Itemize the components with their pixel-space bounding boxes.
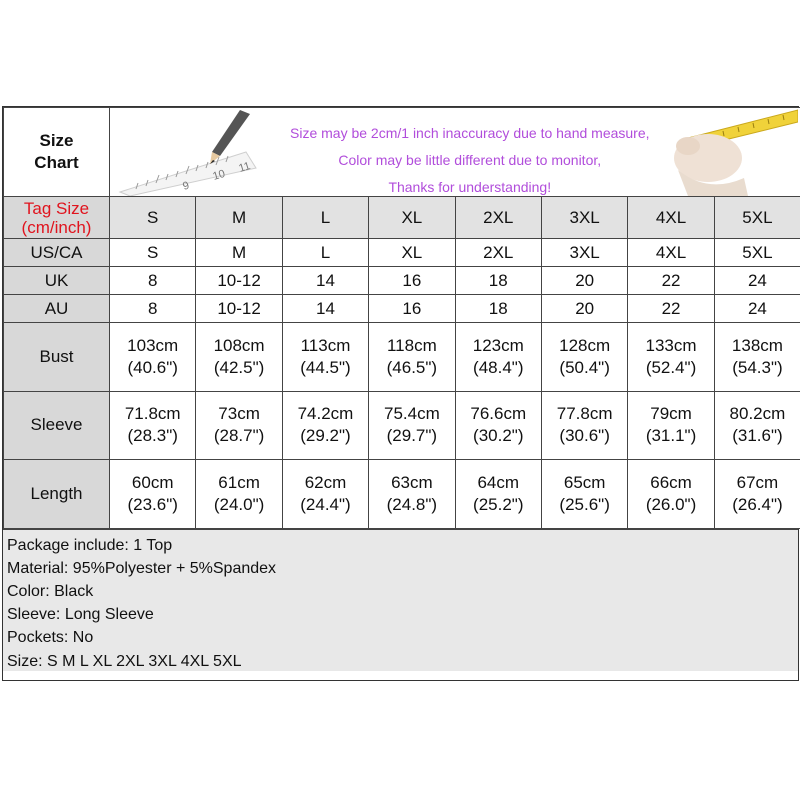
package-line: Package include: 1 Top — [7, 536, 173, 554]
size-value-cell: 24 — [714, 267, 800, 295]
measurement-cell: 63cm (24.8") — [369, 460, 455, 529]
size-value-cell: M — [196, 197, 282, 239]
measurement-cell: 60cm (23.6") — [110, 460, 196, 529]
measurement-cell: 65cm (25.6") — [541, 460, 627, 529]
size-value-cell: 18 — [455, 267, 541, 295]
size-value-cell: 5XL — [714, 239, 800, 267]
measurement-cell: 108cm (42.5") — [196, 323, 282, 392]
measurement-cell: 79cm (31.1") — [628, 391, 714, 460]
measurement-cell: 118cm (46.5") — [369, 323, 455, 392]
size-value-cell: 4XL — [628, 239, 714, 267]
measurement-cell: 67cm (26.4") — [714, 460, 800, 529]
sleeve-label: Sleeve — [4, 391, 110, 460]
note-line: Color may be little different due to monitor, — [338, 152, 602, 168]
bust-label: Bust — [4, 323, 110, 392]
measurement-cell: 76.6cm (30.2") — [455, 391, 541, 460]
us-ca-label: US/CA — [4, 239, 110, 267]
size-value-cell: 10-12 — [196, 267, 282, 295]
note-line: Size may be 2cm/1 inch inaccuracy due to hand measure, — [290, 125, 650, 141]
bust-row — [4, 323, 800, 392]
au-row — [4, 295, 800, 323]
ruler-pencil-icon — [116, 108, 266, 196]
measurement-cell: 138cm (54.3") — [714, 323, 800, 392]
ruler-number: 9 — [181, 179, 191, 193]
package-line: Material: 95%Polyester + 5%Spandex — [7, 559, 277, 577]
size-value-cell: 3XL — [541, 239, 627, 267]
hand-measuring-tape-icon — [648, 108, 798, 196]
size-value-cell: 18 — [455, 295, 541, 323]
size-value-cell: 22 — [628, 267, 714, 295]
ruler-number: 11 — [237, 160, 252, 175]
size-value-cell: S — [110, 239, 196, 267]
uk-row — [4, 267, 800, 295]
measurement-cell: 80.2cm (31.6") — [714, 391, 800, 460]
size-value-cell: L — [282, 239, 368, 267]
measurement-cell: 74.2cm (29.2") — [282, 391, 368, 460]
notes-banner — [110, 108, 800, 197]
measurement-cell: 75.4cm (29.7") — [369, 391, 455, 460]
size-value-cell: XL — [369, 197, 455, 239]
package-line: Sleeve: Long Sleeve — [7, 606, 154, 624]
size-value-cell: 4XL — [628, 197, 714, 239]
measurement-cell: 133cm (52.4") — [628, 323, 714, 392]
tag-size-label: Tag Size (cm/inch) — [4, 197, 110, 239]
size-value-cell: M — [196, 239, 282, 267]
size-value-cell: XL — [369, 239, 455, 267]
au-label: AU — [4, 295, 110, 323]
package-line: Pockets: No — [7, 629, 94, 647]
measurement-cell: 113cm (44.5") — [282, 323, 368, 392]
package-line: Size: S M L XL 2XL 3XL 4XL 5XL — [7, 652, 242, 670]
chart-title: Size Chart — [4, 108, 110, 197]
size-value-cell: 8 — [110, 267, 196, 295]
measurement-cell: 62cm (24.4") — [282, 460, 368, 529]
size-value-cell: 16 — [369, 267, 455, 295]
size-value-cell: S — [110, 197, 196, 239]
size-value-cell: 24 — [714, 295, 800, 323]
size-value-cell: 3XL — [541, 197, 627, 239]
size-value-cell: 10-12 — [196, 295, 282, 323]
size-value-cell: 5XL — [714, 197, 800, 239]
tag-size-row — [4, 197, 800, 239]
sleeve-row — [4, 391, 800, 460]
ruler-number: 10 — [211, 167, 227, 183]
header-row — [4, 108, 800, 197]
measurement-cell: 73cm (28.7") — [196, 391, 282, 460]
size-value-cell: 20 — [541, 295, 627, 323]
length-label: Length — [4, 460, 110, 529]
measurement-cell: 77.8cm (30.6") — [541, 391, 627, 460]
note-line: Thanks for understanding! — [388, 179, 552, 195]
size-value-cell: 14 — [282, 295, 368, 323]
measurement-cell: 71.8cm (28.3") — [110, 391, 196, 460]
us-ca-row — [4, 239, 800, 267]
size-chart — [2, 106, 799, 681]
uk-label: UK — [4, 267, 110, 295]
size-value-cell: 2XL — [455, 239, 541, 267]
size-chart-table — [3, 107, 800, 529]
size-value-cell: 8 — [110, 295, 196, 323]
measurement-cell: 123cm (48.4") — [455, 323, 541, 392]
size-value-cell: 16 — [369, 295, 455, 323]
package-line: Color: Black — [7, 582, 94, 600]
measurement-cell: 64cm (25.2") — [455, 460, 541, 529]
measurement-cell: 66cm (26.0") — [628, 460, 714, 529]
size-value-cell: 20 — [541, 267, 627, 295]
measurement-cell: 103cm (40.6") — [110, 323, 196, 392]
notes-text — [290, 120, 650, 196]
measurement-cell: 128cm (50.4") — [541, 323, 627, 392]
size-value-cell: 2XL — [455, 197, 541, 239]
package-info — [3, 529, 798, 671]
size-value-cell: L — [282, 197, 368, 239]
length-row — [4, 460, 800, 529]
size-value-cell: 22 — [628, 295, 714, 323]
measurement-cell: 61cm (24.0") — [196, 460, 282, 529]
size-value-cell: 14 — [282, 267, 368, 295]
